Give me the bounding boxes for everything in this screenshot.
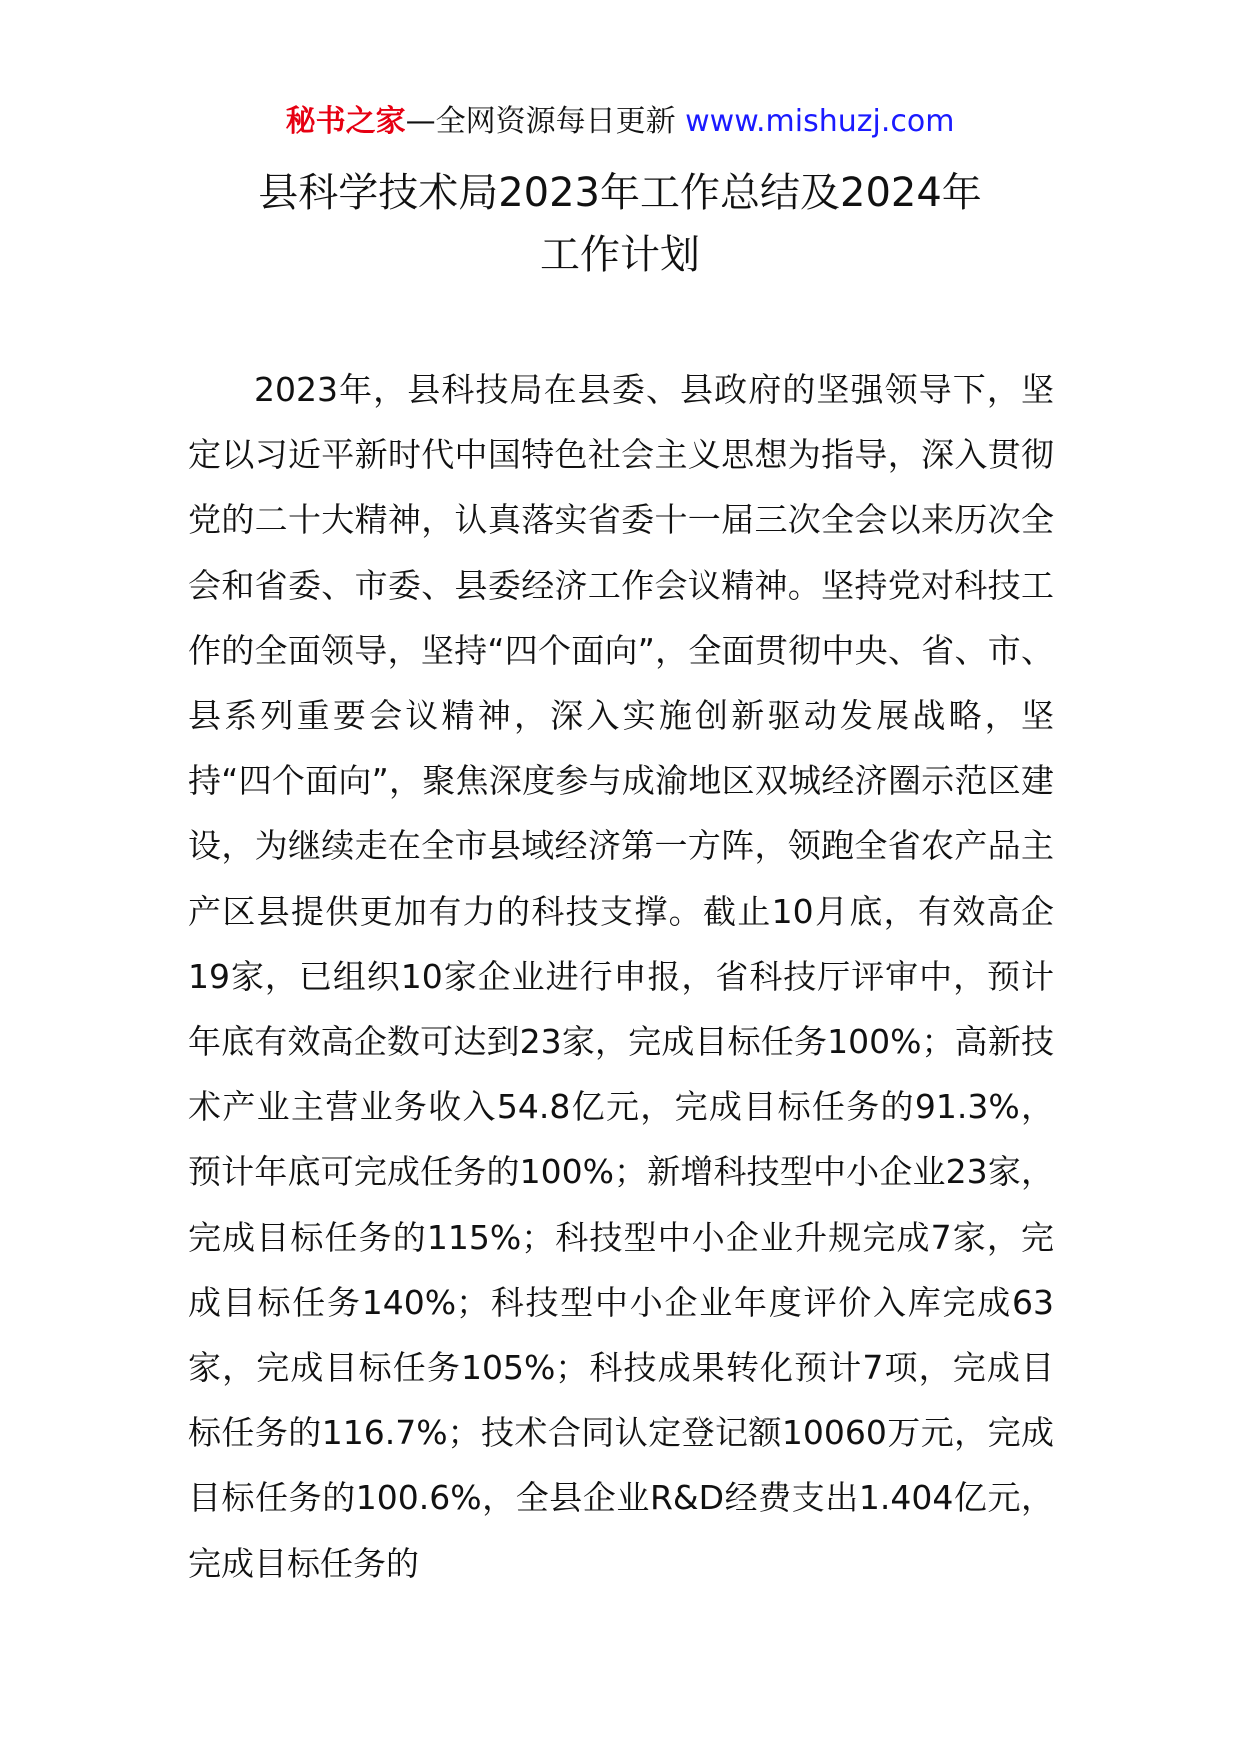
document-title bbox=[0, 162, 1240, 286]
site-banner bbox=[0, 100, 1240, 144]
banner-tagline: —全网资源每日更新 bbox=[405, 104, 686, 139]
banner-brand: 秘书之家 bbox=[285, 104, 406, 139]
title-line-2: 工作计划 bbox=[540, 232, 700, 278]
banner-website-link[interactable]: www.mishuzj.com bbox=[685, 104, 955, 139]
body-paragraph: 2023年，县科技局在县委、县政府的坚强领导下，坚定以习近平新时代中国特色社会主义思想为指导，深入贯彻党的二十大精神，认真落实省委十一届三次全会以来历次全会和省委、市委、县委经济工作会议精神。坚持党对科技工作的全面领导，坚持“四个面向”，全面贯彻中央、省、市、县系列重要会议精神，深入实施创新驱动发展战略，坚持“四个面向”，聚焦深度参与成渝地区双城经济圈示范区建设，为继续走在全市县域经济第一方阵，领跑全省农产品主产区县提供更加有力的科技支撑。截止10月底，有效高企19家，已组织10家企业进行申报，省科技厅评审中，预计年底有效高企数可达到23家，完成目标任务100%；高新技术产业主营业务收入54.8亿元，完成目标任务的91.3%，预计年底可完成任务的100%；新增科技型中小企业23家，完成目标任务的115%；科技型中小企业升规完成7家，完成目标任务140%；科技型中小企业年度评价入库完成63家，完成目标任务105%；科技成果转化预计7项，完成目标任务的116.7%；技术合同认定登记额10060万元，完成目标任务的100.6%，全县企业R&D经费支出1.404亿元，完成目标任务的 bbox=[188, 370, 1054, 1583]
title-line-1: 县科学技术局2023年工作总结及2024年 bbox=[258, 170, 982, 216]
